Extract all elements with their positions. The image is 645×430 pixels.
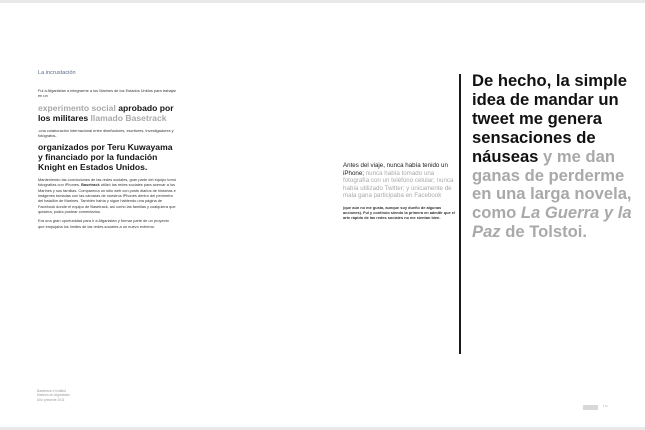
quote-book-title: La Guerra y la Paz bbox=[472, 203, 632, 242]
body-after: utilizó las redes sociales para acercar a los Marines y sus familias. Comparecía un sitio web con posts diarios de historias e imágenes tomadas con las cámaras de nuestros iPhones dentro del perímetro del batallón de Marines. También había y sigue habiendo una página de Facebook donde el equipo de Basetrack, así como las familias y cualquiera que quisiera, podía postear comentarios. bbox=[38, 182, 176, 214]
headline-experiment bbox=[38, 103, 176, 123]
footer-line-3: Año presente 2011 bbox=[37, 397, 65, 402]
footer-logo-mark-icon: ▪ ▪▪ bbox=[603, 404, 608, 408]
quote-gray-end: de Tolstoi. bbox=[505, 222, 587, 242]
body-paragraph bbox=[38, 177, 176, 214]
closing-paragraph: Era una gran oportunidad para ir a Afganistán y formar parte de un proyecto que empujaba los límites de las redes sociales a un nuevo extremo. bbox=[38, 218, 169, 229]
headline-gray-1: experimento social bbox=[38, 102, 116, 113]
pull-quote bbox=[472, 72, 637, 242]
iphone-paragraph bbox=[343, 162, 459, 200]
iphone-gray: nunca había tomado una fotografía con un teléfono celular; nunca había utilizado Twitter; y únicamente de mala gana participaba en Facebook bbox=[343, 169, 454, 200]
footer-line-1: Basetrack e Instittuf bbox=[37, 389, 66, 393]
top-divider bbox=[0, 0, 645, 3]
footer-credits bbox=[37, 389, 157, 402]
body-before: Manteniendo las convicciones de las redes sociales, gran parte del equipo tomó fotografías con iPhones. bbox=[38, 177, 176, 188]
quote-dark: De hecho, la simple idea de mandar un tweet me genera sensaciones de náuseas bbox=[472, 71, 627, 166]
quote-gray: y me dan ganas de perderme en una larga novela, como bbox=[472, 146, 632, 223]
intro-paragraph: Fui a Afganistán a integrarme a los Marines de los Estados Unidos para trabajar en un bbox=[38, 88, 176, 99]
collaboration-note: -una colaboración internacional entre diseñadores, escritores, investigadores y fotógrafos- bbox=[38, 127, 174, 138]
headline-dark-1: aprobado por los militares bbox=[38, 102, 174, 123]
section-title: La incrustación bbox=[38, 70, 76, 76]
body-bold: Basetrack bbox=[81, 182, 100, 188]
middle-column bbox=[343, 162, 459, 221]
headline-organized: organizados por Teru Kuwayama y financiado por la fundación Knight en Estados Unidos. bbox=[38, 142, 173, 173]
footer-logo-icon bbox=[583, 405, 598, 410]
left-column bbox=[38, 70, 176, 233]
footer-line-2: Marines en Afganistán bbox=[37, 393, 70, 398]
quote-bar bbox=[459, 74, 461, 354]
headline-gray-2: llamado Basetrack bbox=[90, 112, 167, 123]
iphone-dark: Antes del viaje, nunca había tenido un iPhone; bbox=[343, 162, 448, 177]
admission-paragraph: (que aún no me gusta, aunque soy dueño de algunas acciones). Fui y continúo siendo la primera en admitir que el arte rápido de las redes sociales no me sientan bien. bbox=[343, 204, 455, 221]
